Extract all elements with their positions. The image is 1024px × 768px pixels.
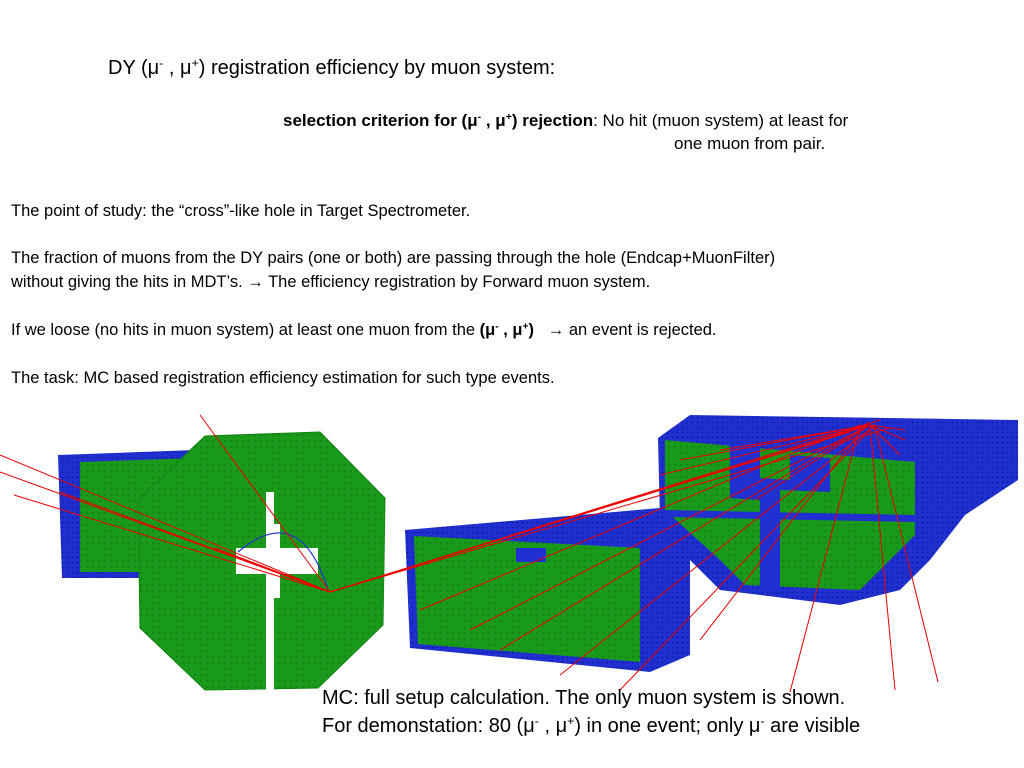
selection-criterion: selection criterion for (μ- , μ+) rejection: No hit (muon system) at least for [283,111,849,130]
paragraph-rejection: If we loose (no hits in muon system) at least one muon from the (μ- , μ+) → an event is rejected. [11,321,717,339]
muon-system-render [0,400,1024,700]
caption-line2: For demonstation: 80 (μ- , μ+) in one event; only μ- are visible [322,714,861,737]
muon-system-figure [0,400,1024,700]
caption-line1: MC: full setup calculation. The only muon system is shown. [322,687,846,709]
arrow-icon: → [247,273,264,291]
paragraph-point-of-study: The point of study: the “cross”-like hole in Target Spectrometer. [11,202,471,220]
slide-title: DY (μ- , μ+) registration efficiency by muon system: [108,56,556,79]
selection-criterion-line2: one muon from pair. [674,134,826,153]
arrow-icon: → [547,321,565,339]
paragraph-fraction: The fraction of muons from the DY pairs (one or both) are passing through the hole (Endcap+MuonFilter) without giving the hits in MDT’s. → The efficiency registration by Forward muon system. [11,249,776,291]
endcap-octagon [138,432,385,690]
paragraph-task: The task: MC based registration efficiency estimation for such type events. [11,369,555,387]
